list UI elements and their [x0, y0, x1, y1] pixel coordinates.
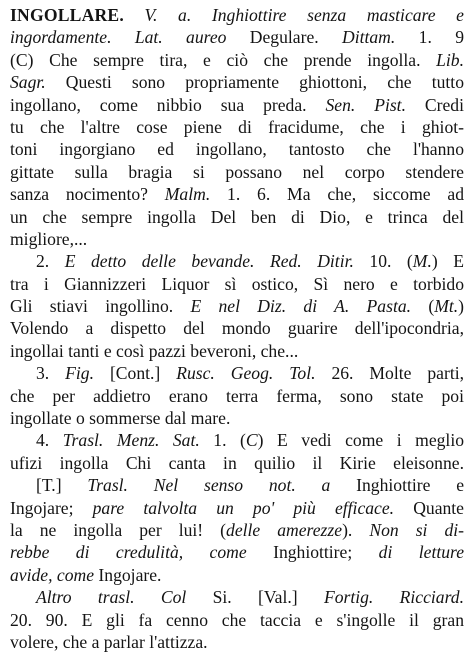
- text-line: [10, 497, 464, 519]
- body-text: 3.: [36, 363, 66, 384]
- body-text: 26. Molte parti,: [315, 363, 464, 384]
- italic-text: di letture: [378, 542, 464, 563]
- italic-text: ingordamente. Lat. aureo: [10, 27, 227, 48]
- italic-text: Non si di-: [369, 519, 464, 540]
- text-line: [10, 71, 464, 93]
- text-line: [10, 340, 464, 362]
- body-text: Si. [Val.]: [186, 587, 324, 608]
- text-line: [10, 26, 464, 48]
- text-line: [10, 631, 464, 653]
- italic-text: delle amerezze: [226, 519, 343, 540]
- italic-text: V. a. Inghiottire senza masticare e: [123, 5, 464, 25]
- italic-text: Trasl. Menz. Sat.: [62, 430, 200, 451]
- body-text: Volendo a dispetto del mondo guarire dell'ipocondria,: [10, 318, 464, 339]
- text-line: [10, 206, 464, 228]
- body-text: 1. 9: [395, 27, 464, 48]
- italic-text: Mt.: [434, 296, 459, 317]
- italic-text: Sen. Pist.: [325, 94, 406, 115]
- text-line: [10, 609, 464, 631]
- text-line: [10, 541, 464, 563]
- italic-text: Fortig. Ricciard.: [323, 587, 464, 608]
- body-text: [Cont.]: [94, 363, 177, 384]
- italic-text: Malm.: [164, 184, 211, 205]
- text-line: [10, 385, 464, 407]
- italic-text: Sagr.: [10, 72, 46, 93]
- italic-text: C: [245, 430, 258, 451]
- text-line: [10, 429, 464, 451]
- body-text: ).: [342, 519, 370, 540]
- text-line: [10, 317, 464, 339]
- body-text: toni ingorgiano ed ingollano, tantosto che l'hanno: [10, 139, 464, 160]
- body-text: ) E vedi come i meglio: [257, 430, 464, 451]
- text-line: [10, 161, 464, 183]
- text-line: [10, 138, 464, 160]
- text-line: [10, 94, 464, 116]
- body-text: ) E: [431, 251, 464, 272]
- body-text: Questi sono propriamente ghiottoni, che tutto: [45, 72, 464, 93]
- text-line: [10, 586, 464, 608]
- body-text: 1. 6. Ma che, siccome ad: [210, 184, 464, 205]
- italic-text: Trasl. Nel senso not. a: [87, 475, 331, 496]
- italic-text: Fig.: [65, 363, 94, 384]
- italic-text: M.: [412, 251, 432, 272]
- body-text: ingollano, come nibbio sua preda.: [10, 94, 326, 115]
- text-line: [10, 452, 464, 474]
- body-text: 20. 90. E gli fa cenno che taccia e s'ingolle il gran: [10, 609, 464, 630]
- body-text: tu che l'altre cose piene di fracidume, che i ghiot-: [10, 116, 464, 137]
- text-line: [10, 4, 464, 26]
- body-text: migliore,...: [10, 228, 88, 249]
- body-text: 4.: [36, 430, 63, 451]
- body-text: 2.: [36, 251, 65, 272]
- body-text: [T.]: [36, 475, 88, 496]
- italic-text: pare talvolta un po' più efficace.: [92, 497, 395, 518]
- italic-text: avide, come: [10, 564, 95, 585]
- body-text: 10. (: [353, 251, 413, 272]
- body-text: Credi: [405, 94, 464, 115]
- body-text: Inghiottire;: [246, 542, 379, 563]
- body-text: ingollate o sommerse dal mare.: [10, 408, 231, 429]
- text-line: [10, 474, 464, 496]
- body-text: Ingojare;: [10, 497, 93, 518]
- text-line: [10, 250, 464, 272]
- body-text: ): [458, 296, 464, 317]
- text-line: [10, 362, 464, 384]
- body-text: gittate sulla bragia si possano nel corpo stendere: [10, 161, 464, 182]
- text-line: [10, 183, 464, 205]
- body-text: la ne ingolla per lui! (: [10, 519, 227, 540]
- text-line: [10, 519, 464, 541]
- italic-text: Altro trasl. Col: [36, 587, 187, 608]
- body-text: (: [411, 296, 435, 317]
- body-text: Quante: [394, 497, 464, 518]
- text-line: [10, 228, 464, 250]
- body-text: che per addietro erano terra ferma, sono state poi: [10, 385, 464, 406]
- body-text: sanza nocimento?: [10, 184, 165, 205]
- body-text: volere, che a parlar l'attizza.: [10, 631, 208, 652]
- body-text: un che sempre ingolla Del ben di Dio, e trinca del: [10, 206, 464, 227]
- italic-text: E detto delle bevande. Red. Ditir.: [64, 251, 354, 272]
- body-text: tra i Giannizzeri Liquor sì ostico, Sì nero e torbido: [10, 273, 464, 294]
- headword: INGOLLARE.: [10, 5, 124, 25]
- body-text: Gli stiavi ingollino.: [10, 296, 191, 317]
- italic-text: Lib.: [436, 49, 464, 70]
- italic-text: Rusc. Geog. Tol.: [176, 363, 316, 384]
- italic-text: E nel Diz. di A. Pasta.: [190, 296, 412, 317]
- body-text: 1. (: [199, 430, 246, 451]
- text-line: [10, 273, 464, 295]
- body-text: Ingojare.: [94, 564, 162, 585]
- italic-text: rebbe di credulità, come: [10, 542, 247, 563]
- italic-text: Dittam.: [342, 27, 396, 48]
- text-line: [10, 116, 464, 138]
- body-text: ingollai tanti e così pazzi beveroni, che...: [10, 340, 299, 361]
- text-line: [10, 49, 464, 71]
- text-line: [10, 407, 464, 429]
- body-text: Inghiottire e: [330, 475, 464, 496]
- body-text: ufizi ingolla Chi canta in quilio il Kirie eleisonne.: [10, 452, 464, 473]
- text-line: [10, 564, 464, 586]
- text-line: [10, 295, 464, 317]
- body-text: (C) Che sempre tira, e ciò che prende ingolla.: [10, 49, 437, 70]
- body-text: Degulare.: [226, 27, 343, 48]
